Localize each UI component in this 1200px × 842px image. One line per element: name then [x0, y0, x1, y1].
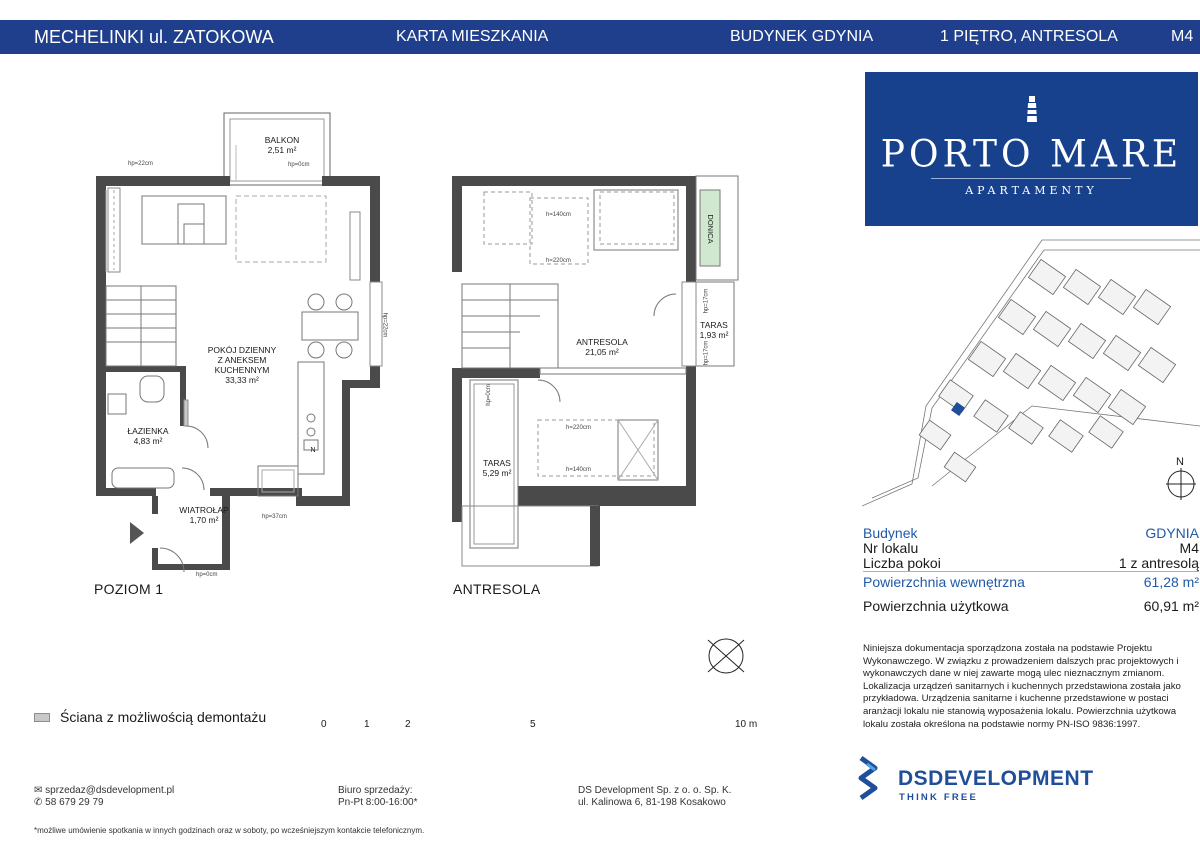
site-north-label: N	[1176, 456, 1184, 468]
planter-label: DONICA	[706, 214, 715, 244]
scale-tick: 10 m	[735, 719, 758, 730]
north-mark-kitchen: N	[310, 447, 316, 454]
height-note: hp=22cm	[128, 161, 153, 167]
brand-rule	[931, 178, 1131, 179]
header-building: BUDYNEK GDYNIA	[730, 28, 874, 45]
level1-label: POZIOM 1	[94, 581, 164, 597]
north-arrow-plan	[708, 639, 744, 673]
room-balcony: BALKON 2,51 m²	[264, 135, 300, 155]
phone-icon: ✆	[34, 797, 46, 808]
disclaimer-text: Niniejsza dokumentacja sporządzona została na podstawie Projektu Wykonawczego. W związku z prowadzeniem dalszych prac projektowych i wykonawczych dane w niej zawarte mogą ulec nieznacznym zmianom. Lokalizacja urządzeń sanitarnych i kuchennych przedstawiona została jako przykładowa. Urządzenia sanitarne i kuchenne przedstawione w postaci aranżacji lokalu nie stanowią wyposażenia lokalu. Powierzchnia użytkowa lokalu została określona na podstawie normy PN-ISO 9836:1997.	[863, 643, 1181, 730]
brand-name: PORTO MARE	[880, 132, 1183, 177]
scale-tick: 5	[530, 719, 536, 730]
room-bathroom: ŁAZIENKA 4,83 m²	[127, 426, 169, 446]
legend-label: Ściana z możliwością demontażu	[60, 709, 267, 725]
header-location: MECHELINKI ul. ZATOKOWA	[34, 27, 274, 47]
footer-phone[interactable]: 58 679 29 79	[45, 797, 104, 808]
porto-mare-logo	[865, 72, 1198, 226]
mezzanine-label: ANTRESOLA	[453, 581, 541, 597]
dev-tagline: THINK FREE	[899, 792, 978, 803]
height-note: h=220cm	[566, 425, 591, 431]
site-map	[862, 236, 1200, 514]
info-row-usable-area: Powierzchnia użytkowa 60,91 m²	[863, 598, 1199, 614]
header-floor: 1 PIĘTRO, ANTRESOLA	[940, 28, 1118, 45]
removable-wall-swatch	[34, 713, 50, 722]
room-vestibule: WIATROŁAP 1,70 m²	[179, 505, 229, 525]
room-mezzanine: ANTRESOLA 21,05 m²	[576, 337, 628, 357]
header-unit: M4	[1171, 28, 1194, 45]
north-arrow-site	[1166, 468, 1196, 500]
height-note: hp=17cm	[703, 288, 710, 314]
header-doc-type: KARTA MIESZKANIA	[396, 28, 549, 45]
footer-footnote: *możliwe umówienie spotkania w innych godzinach oraz w soboty, po wcześniejszym kontakcie telefonicznym.	[34, 826, 425, 835]
height-note: hp=0cm	[196, 572, 218, 578]
height-note: hp=17cm	[703, 340, 710, 366]
ds-logo-mark-icon	[855, 756, 881, 806]
info-row-unit: Nr lokalu M4	[863, 540, 1199, 556]
footer-company: DS Development Sp. z o. o. Sp. K. ul. Kalinowa 6, 81-198 Kosakowo	[578, 785, 732, 808]
brand-subtitle: APARTAMENTY	[965, 184, 1098, 197]
height-note: h=140cm	[546, 212, 571, 218]
dev-name: DSDEVELOPMENT	[898, 767, 1094, 790]
footer-email[interactable]: sprzedaz@dsdevelopment.pl	[45, 785, 175, 796]
lighthouse-icon	[1023, 94, 1041, 124]
room-terrace-large: TARAS 5,29 m²	[482, 458, 512, 478]
height-note: hp=0cm	[288, 162, 310, 168]
scale-tick: 0	[321, 719, 327, 730]
info-separator	[863, 571, 1199, 572]
footer-contact	[34, 785, 174, 809]
room-living: POKÓJ DZIENNY Z ANEKSEM KUCHENNYM 33,33 m²	[207, 345, 277, 385]
height-note: hp=0cm	[485, 384, 492, 406]
footer-office: Biuro sprzedaży: Pn-Pt 8:00-16:00*	[338, 785, 418, 808]
info-row-rooms: Liczba pokoi 1 z antresolą	[863, 555, 1199, 571]
info-row-internal-area: Powierzchnia wewnętrzna 61,28 m²	[863, 574, 1199, 590]
mail-icon: ✉	[34, 785, 46, 796]
dsdevelopment-logo	[855, 754, 1095, 809]
legend	[34, 709, 266, 725]
height-note: h=140cm	[566, 467, 591, 473]
unit-info-table	[863, 525, 1199, 616]
scale-tick: 2	[405, 719, 411, 730]
height-note: hp=37cm	[262, 514, 287, 520]
room-terrace-small: TARAS 1,93 m²	[699, 320, 729, 340]
height-note: h=220cm	[546, 258, 571, 264]
info-row-building: Budynek GDYNIA	[863, 525, 1199, 541]
height-note: hp=22cm	[381, 312, 388, 338]
scale-tick: 1	[364, 719, 370, 730]
